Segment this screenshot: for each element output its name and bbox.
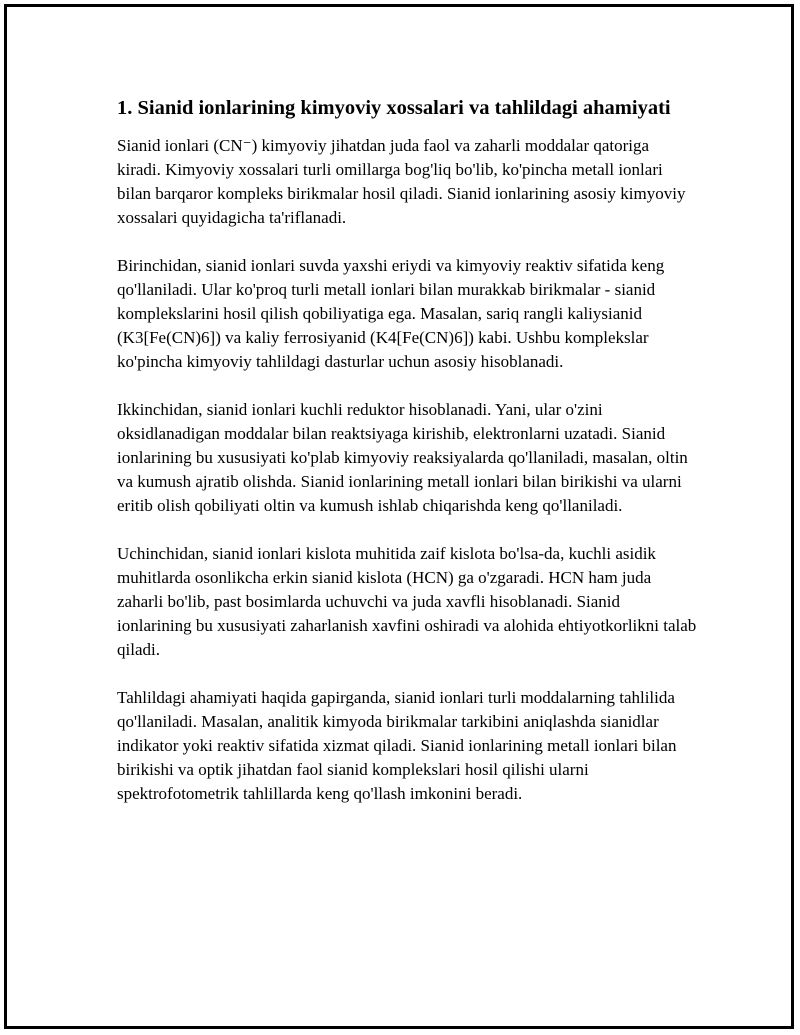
document-body <box>117 94 697 830</box>
paragraph-intro: Sianid ionlari (CN⁻) kimyoviy jihatdan juda faol va zaharli moddalar qatoriga kiradi. Kimyoviy xossalari turli omillarga bog'liq bo'lib, ko'pincha metall ionlari bilan barqaror kompleks birikmalar hosil qiladi. Sianid ionlarining asosiy kimyoviy xossalari quyidagicha ta'riflanadi. <box>117 136 686 227</box>
paragraph-first-property: Birinchidan, sianid ionlari suvda yaxshi eriydi va kimyoviy reaktiv sifatida keng qo'llaniladi. Ular ko'proq turli metall ionlari bilan murakkab birikmalar - sianid komplekslarini hosil qilish qobiliyatiga ega. Masalan, sariq rangli kaliysianid (K3[Fe(CN)6]) va kaliy ferrosiyanid (K4[Fe(CN)6]) kabi. Ushbu komplekslar ko'pincha kimyoviy tahlildagi dasturlar uchun asosiy hisoblanadi. <box>117 256 665 371</box>
paragraph-analysis-significance: Tahlildagi ahamiyati haqida gapirganda, sianid ionlari turli moddalarning tahlilida qo'llaniladi. Masalan, analitik kimyoda birikmalar tarkibini aniqlashda sianidlar indikator yoki reaktiv sifatida xizmat qiladi. Sianid ionlarining metall ionlari bilan birikishi va optik jihatdan faol sianid komplekslari hosil qilishi ularni spektrofotometrik tahlillarda keng qo'llash imkonini beradi. <box>117 688 677 803</box>
paragraph-second-property: Ikkinchidan, sianid ionlari kuchli reduktor hisoblanadi. Yani, ular o'zini oksidlanadigan moddalar bilan reaktsiyaga kirishib, elektronlarni uzatadi. Sianid ionlarining bu xususiyati ko'plab kimyoviy reaksiyalarda qo'llaniladi, masalan, oltin va kumush ajratib olishda. Sianid ionlarining metall ionlari bilan birikishi va ularni eritib olish qobiliyati oltin va kumush ishlab chiqarishda keng qo'llaniladi. <box>117 400 688 515</box>
paragraph-third-property: Uchinchidan, sianid ionlari kislota muhitida zaif kislota bo'lsa-da, kuchli asidik muhitlarda osonlikcha erkin sianid kislota (HCN) ga o'zgaradi. HCN ham juda zaharli bo'lib, past bosimlarda uchuvchi va juda xavfli hisoblanadi. Sianid ionlarining bu xususiyati zaharlanish xavfini oshiradi va alohida ehtiyotkorlikni talab qiladi. <box>117 544 697 659</box>
section-heading: 1. Sianid ionlarining kimyoviy xossalari va tahlildagi ahamiyati <box>117 97 671 119</box>
